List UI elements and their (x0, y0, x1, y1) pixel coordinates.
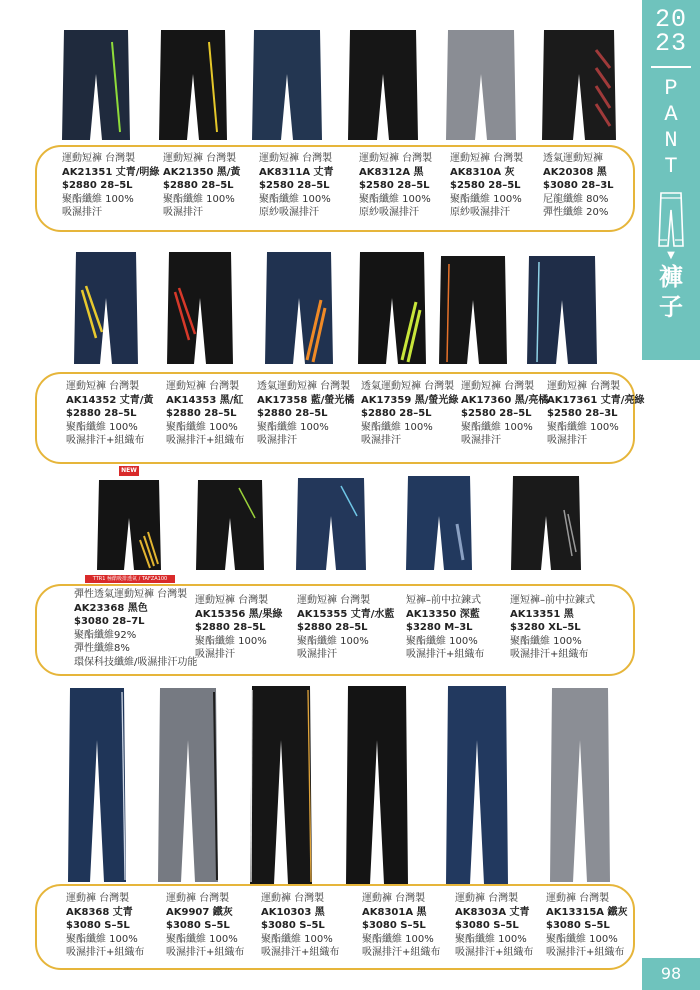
product-card: 運動短褲 台灣製 AK21351 丈青/明綠 $2880 28–5L 聚酯纖維 100% 吸濕排汗 (62, 153, 160, 218)
product-image (344, 684, 410, 888)
product-image (444, 684, 510, 888)
product-image (195, 478, 265, 574)
product-image (346, 28, 420, 146)
product-image (248, 684, 314, 888)
product-card: 彈性透氣運動短褲 台灣製 AK23368 黑色 $3080 28–7L 聚酯纖維92% 彈性纖維8% 環保科技纖維/吸濕排汗功能 (74, 589, 198, 668)
product-card: 運動短褲 台灣製 AK8310A 灰 $2580 28–5L 聚酯纖維 100% 原紗吸濕排汗 (450, 153, 524, 218)
product-card: 運動短褲 台灣製 AK15355 丈青/水藍 $2880 28–5L 聚酯纖維 100% 吸濕排汗 (297, 595, 395, 660)
product-image (510, 474, 582, 574)
product-card: 運動短褲 台灣製 AK8312A 黑 $2580 28–5L 聚酯纖維 100% 原紗吸濕排汗 (359, 153, 433, 218)
new-badge: NEW (119, 466, 139, 476)
product-card: 短褲–前中拉鍊式 AK13350 深藍 $3280 M–3L 聚酯纖維 100% 吸濕排汗+組織布 (406, 595, 485, 660)
product-image (548, 686, 612, 886)
product-image (540, 28, 618, 146)
product-image (263, 250, 335, 370)
category-title-cn: 褲 子 (659, 263, 683, 321)
product-card: 運動短褲 台灣製 AK21350 黑/黃 $2880 28–5L 聚酯纖維 100% 吸濕排汗 (163, 153, 241, 218)
product-card: 透氣運動短褲 台灣製 AK17359 黑/螢光綠 $2880 28–5L 聚酯纖維 100% 吸濕排汗 (361, 381, 459, 446)
product-image (165, 250, 235, 370)
product-image (405, 474, 473, 574)
category-title-en: P A N T (664, 76, 678, 179)
product-image (60, 28, 132, 146)
product-card: 運動褲 台灣製 AK8303A 丈青 $3080 S–5L 聚酯纖維 100% 吸濕排汗+組織布 (455, 893, 534, 958)
product-image (250, 28, 324, 146)
page-number: 98 (642, 958, 700, 990)
product-image (72, 250, 140, 370)
product-card: 運動褲 台灣製 AK9907 鐵灰 $3080 S–5L 聚酯纖維 100% 吸濕排汗+組織布 (166, 893, 245, 958)
product-image (157, 28, 229, 146)
product-image (295, 476, 367, 574)
product-image (156, 686, 220, 886)
product-card: 運動短褲 台灣製 AK14353 黑/紅 $2880 28–5L 聚酯纖維 100% 吸濕排汗+組織布 (166, 381, 245, 446)
year-label: 20 23 (654, 5, 687, 58)
fabric-tag: TTR1 極酷吸排透氣 / TAFZA100 (85, 575, 175, 583)
product-card: 透氣運動短褲 台灣製 AK17358 藍/螢光橘 $2880 28–5L 聚酯纖維 100% 吸濕排汗 (257, 381, 355, 446)
arrow-down-icon: ▼ (667, 250, 675, 261)
product-card: 運動褲 台灣製 AK13315A 鐵灰 $3080 S–5L 聚酯纖維 100% 吸濕排汗+組織布 (546, 893, 628, 958)
product-image (444, 28, 518, 146)
product-card: 運動短褲 台灣製 AK15356 黑/果綠 $2880 28–5L 聚酯纖維 100% 吸濕排汗 (195, 595, 283, 660)
product-card: 運短褲–前中拉鍊式 AK13351 黑 $3280 XL–5L 聚酯纖維 100% 吸濕排汗+組織布 (510, 595, 595, 660)
product-card: 運動短褲 台灣製 AK17360 黑/亮橘 $2580 28–5L 聚酯纖維 100% 吸濕排汗 (461, 381, 549, 446)
product-card: 運動短褲 台灣製 AK8311A 丈青 $2580 28–5L 聚酯纖維 100% 原紗吸濕排汗 (259, 153, 334, 218)
product-card: 運動褲 台灣製 AK8301A 黑 $3080 S–5L 聚酯纖維 100% 吸濕排汗+組織布 (362, 893, 441, 958)
product-image (356, 250, 428, 370)
product-image (96, 478, 162, 574)
product-card: 運動褲 台灣製 AK8368 丈青 $3080 S–5L 聚酯纖維 100% 吸濕排汗+組織布 (66, 893, 145, 958)
category-side-tab (642, 0, 700, 360)
product-card: 運動短褲 台灣製 AK17361 丈青/亮綠 $2580 28–3L 聚酯纖維 100% 吸濕排汗 (547, 381, 645, 446)
pants-icon (656, 190, 686, 248)
divider (651, 66, 691, 68)
product-image (66, 686, 128, 886)
product-card: 透氣運動短褲 AK20308 黑 $3080 28–3L 尼龍纖維 80% 彈性纖維 20% (543, 153, 614, 218)
product-card: 運動褲 台灣製 AK10303 黑 $3080 S–5L 聚酯纖維 100% 吸濕排汗+組織布 (261, 893, 340, 958)
product-image (525, 254, 599, 370)
product-card: 運動短褲 台灣製 AK14352 丈青/黃 $2880 28–5L 聚酯纖維 100% 吸濕排汗+組織布 (66, 381, 154, 446)
product-image (437, 254, 509, 370)
